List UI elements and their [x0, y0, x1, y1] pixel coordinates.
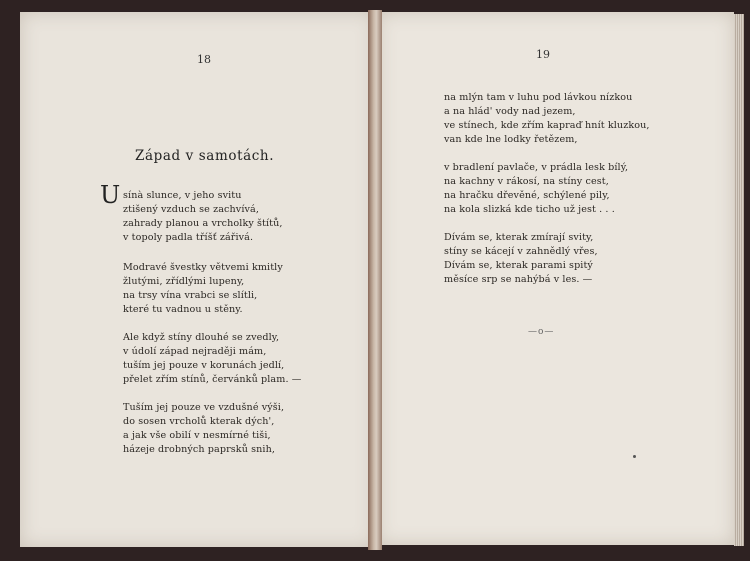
poem-line: a jak vše obilí v nesmírné tiši,: [123, 430, 271, 441]
poem-line: Tuším jej pouze ve vzdušné výši,: [123, 402, 285, 413]
paper-speck: [633, 455, 636, 458]
poem-line: sínà slunce, v jeho svitu: [123, 190, 242, 201]
poem-line: Dívám se, kterak parami spitý: [444, 260, 593, 271]
poem-line: měsíce srp se nahýbá v les. —: [444, 274, 593, 285]
poem-line: Ale když stíny dlouhé se zvedly,: [123, 332, 280, 343]
poem-line: do sosen vrcholů kterak dých',: [123, 416, 275, 427]
poem-line: přelet zřím stínů, červánků plam. —: [123, 374, 302, 385]
poem-line: zahrady planou a vrcholky štítů,: [123, 218, 283, 229]
poem-line: v topoly padla tříšť zářivá.: [123, 232, 254, 243]
poem-title: Západ v samotách.: [135, 148, 275, 164]
poem-line: van kde lne lodky řetězem,: [444, 134, 578, 145]
poem-line: ve stínech, kde zřím kapraď hnít kluzkou,: [444, 120, 650, 131]
poem-line: na mlýn tam v luhu pod lávkou nízkou: [444, 92, 633, 103]
poem-line: házeje drobných paprsků snih,: [123, 444, 276, 455]
poem-line: na hračku dřevěné, schýlené pily,: [444, 190, 610, 201]
poem-line: žlutými, zřídlými lupeny,: [123, 276, 245, 287]
poem-line: na kachny v rákosí, na stíny cest,: [444, 176, 609, 187]
poem-line: v údolí západ nejraději mám,: [123, 346, 267, 357]
end-ornament: —o—: [528, 327, 555, 337]
poem-line: Dívám se, kterak zmírají svity,: [444, 232, 594, 243]
poem-line: ztišený vzduch se zachvívá,: [123, 204, 259, 215]
page-number-left: 18: [197, 53, 211, 66]
page-number-right: 19: [536, 48, 550, 61]
poem-line: na kola slizká kde ticho už jest . . .: [444, 204, 615, 215]
poem-line: a na hlád' vody nad jezem,: [444, 106, 576, 117]
drop-cap: U: [100, 181, 121, 209]
poem-line: které tu vadnou u stěny.: [123, 304, 243, 315]
poem-line: Modravé švestky větvemi kmitly: [123, 262, 283, 273]
poem-line: na trsy vína vrabci se slítli,: [123, 290, 258, 301]
poem-line: stíny se kácejí v zahnědlý vřes,: [444, 246, 598, 257]
poem-line: tuším jej pouze v korunách jedlí,: [123, 360, 285, 371]
book-gutter: [368, 10, 382, 550]
page-edges: [734, 14, 744, 546]
poem-line: v bradlení pavlače, v prádla lesk bílý,: [444, 162, 629, 173]
